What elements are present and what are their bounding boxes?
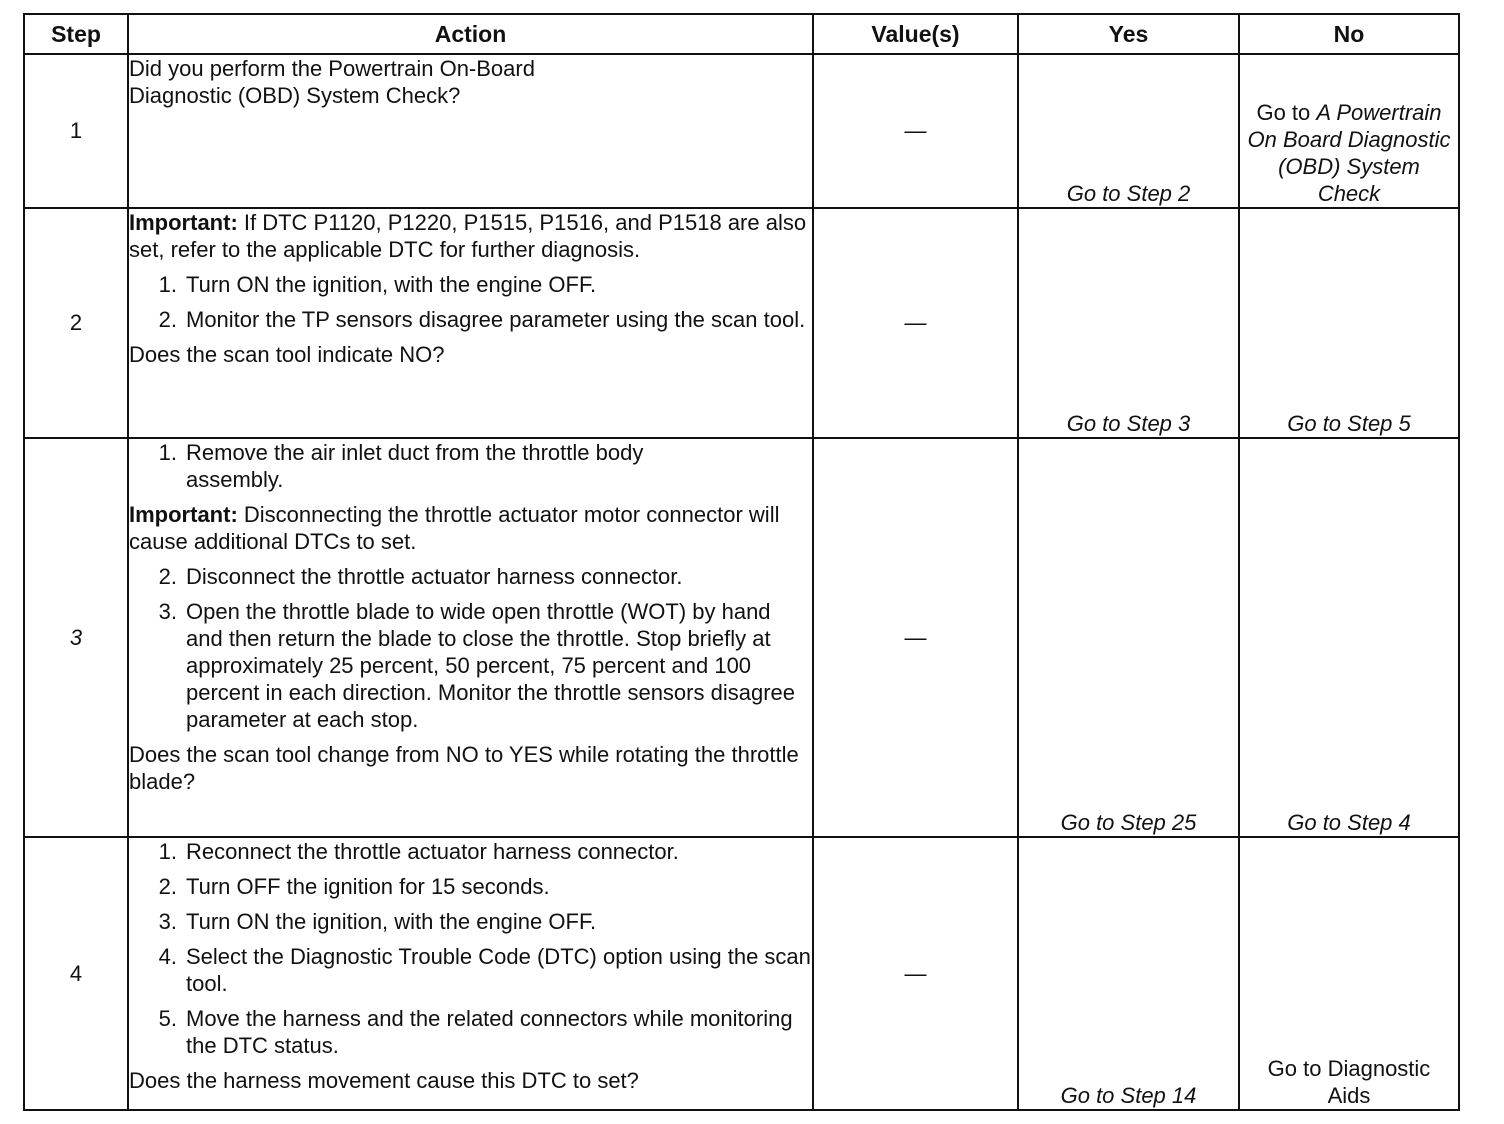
yes-cell: Go to Step 2 [1018, 54, 1239, 208]
question: Does the harness movement cause this DTC to set? [129, 1068, 639, 1093]
header-row [24, 14, 1459, 54]
step-list [129, 439, 812, 493]
action-cell [128, 208, 813, 438]
list-number: 5. [158, 1006, 177, 1031]
list-item [129, 271, 812, 298]
list-item [129, 563, 812, 590]
no-text: Go to Diagnostic Aids [1267, 1056, 1431, 1108]
value-cell: — [813, 54, 1018, 208]
important-text: Disconnecting the throttle actuator motor connector will cause additional DTCs to set. [129, 502, 780, 554]
list-item [129, 598, 812, 733]
action-cell [128, 54, 813, 208]
list-item [129, 838, 812, 865]
table-row [24, 837, 1459, 1110]
list-number: 2. [158, 874, 177, 899]
question: Does the scan tool change from NO to YES while rotating the throttle blade? [129, 742, 799, 794]
list-text: Turn OFF the ignition for 15 seconds. [186, 874, 550, 899]
step-list [129, 838, 812, 1059]
step-list [129, 271, 812, 333]
list-number: 2. [158, 307, 177, 332]
value-cell: — [813, 208, 1018, 438]
list-number: 2. [158, 564, 177, 589]
no-cell: Go to Step 4 [1239, 438, 1459, 837]
step-list [129, 563, 812, 733]
list-item [129, 908, 812, 935]
question: Does the scan tool indicate NO? [129, 342, 445, 367]
list-number: 1. [158, 839, 177, 864]
important-note [129, 501, 812, 555]
action-text: Did you perform the Powertrain On-Board Diagnostic (OBD) System Check? [129, 56, 535, 108]
list-text: Disconnect the throttle actuator harness connector. [186, 564, 683, 589]
list-item [129, 943, 812, 997]
header-yes: Yes [1018, 14, 1239, 54]
list-text: Monitor the TP sensors disagree parameter using the scan tool. [186, 307, 806, 332]
table-row [24, 54, 1459, 208]
header-no: No [1239, 14, 1459, 54]
important-note [129, 209, 812, 263]
no-link-text: A Powertrain On Board Diagnostic (OBD) System Check [1247, 100, 1451, 206]
action-cell [128, 438, 813, 837]
value-cell: — [813, 438, 1018, 837]
list-text: Open the throttle blade to wide open throttle (WOT) by hand and then return the blade to close the throttle. Stop briefly at approximately 25 percent, 50 percent, 75 percent and 100 percent in each direction. Monitor the throttle sensors disagree parameter at each stop. [186, 599, 795, 732]
step-number: 3 [24, 438, 128, 837]
important-text: If DTC P1120, P1220, P1515, P1516, and P1518 are also set, refer to the applicable DTC for further diagnosis. [129, 210, 807, 262]
no-cell [1239, 837, 1459, 1110]
step-number: 4 [24, 837, 128, 1110]
header-values: Value(s) [813, 14, 1018, 54]
yes-cell: Go to Step 3 [1018, 208, 1239, 438]
no-cell [1239, 54, 1459, 208]
table-row [24, 438, 1459, 837]
list-text: Turn ON the ignition, with the engine OFF. [186, 909, 597, 934]
important-label: Important: [129, 502, 238, 527]
list-number: 1. [158, 440, 177, 465]
no-cell: Go to Step 5 [1239, 208, 1459, 438]
step-number: 1 [24, 54, 128, 208]
list-number: 3. [158, 599, 177, 624]
diagnostic-table [23, 13, 1460, 1111]
list-item [129, 1005, 812, 1059]
table-row [24, 208, 1459, 438]
list-item [129, 439, 812, 493]
list-number: 1. [158, 272, 177, 297]
list-item [129, 306, 812, 333]
important-label: Important: [129, 210, 238, 235]
step-number: 2 [24, 208, 128, 438]
yes-cell: Go to Step 14 [1018, 837, 1239, 1110]
list-text: Select the Diagnostic Trouble Code (DTC) option using the scan tool. [186, 944, 811, 996]
yes-cell: Go to Step 25 [1018, 438, 1239, 837]
list-text: Turn ON the ignition, with the engine OFF. [186, 272, 597, 297]
action-cell [128, 837, 813, 1110]
header-step: Step [24, 14, 128, 54]
list-text: Reconnect the throttle actuator harness connector. [186, 839, 679, 864]
list-item [129, 873, 812, 900]
list-text: Remove the air inlet duct from the throttle body assembly. [186, 440, 644, 492]
list-text: Move the harness and the related connectors while monitoring the DTC status. [186, 1006, 793, 1058]
value-cell: — [813, 837, 1018, 1110]
no-prefix: Go to [1256, 100, 1317, 125]
list-number: 3. [158, 909, 177, 934]
list-number: 4. [158, 944, 177, 969]
header-action: Action [128, 14, 813, 54]
